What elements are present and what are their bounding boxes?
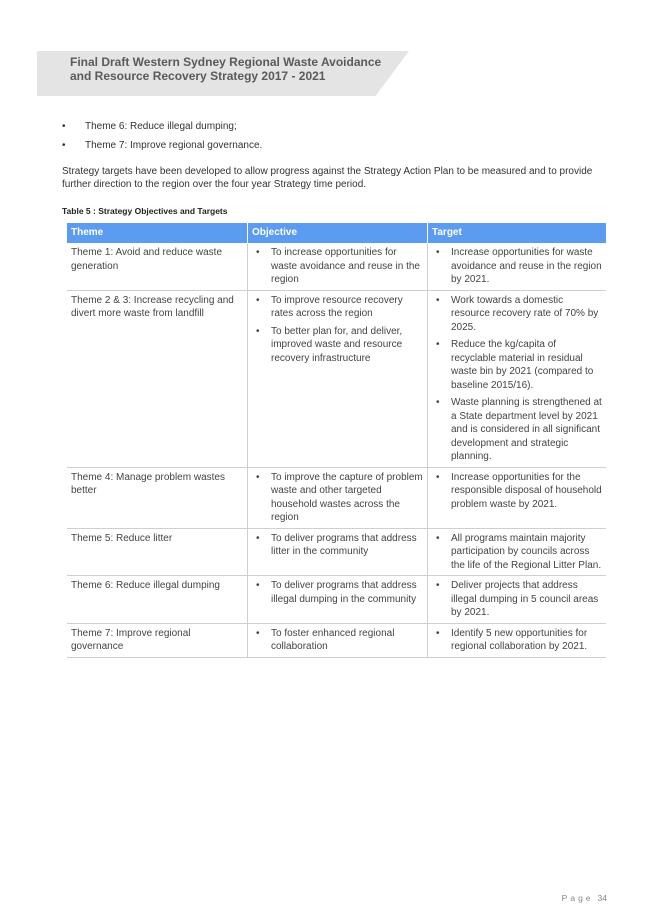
objective-item: • To deliver programs that address litter in the community — [252, 532, 423, 559]
theme-cell: Theme 6: Reduce illegal dumping — [67, 576, 248, 624]
target-cell — [428, 467, 607, 528]
objective-cell — [248, 623, 428, 657]
title-line-2: and Resource Recovery Strategy 2017 - 2021 — [70, 69, 326, 83]
intro-bullet-list — [62, 120, 612, 158]
table-caption: Table 5 : Strategy Objectives and Targets — [62, 206, 228, 216]
target-item: • Work towards a domestic resource recovery rate of 70% by 2025. — [432, 294, 602, 335]
target-item: • Waste planning is strengthened at a State department level by 2021 and is considered in all significant development and strategic planning. — [432, 396, 602, 464]
target-item: • All programs maintain majority participation by councils across the life of the Regional Litter Plan. — [432, 532, 602, 573]
table-row — [67, 576, 606, 624]
theme-cell: Theme 2 & 3: Increase recycling and divert more waste from landfill — [67, 290, 248, 467]
objective-item: • To improve the capture of problem waste and other targeted household wastes across the region — [252, 471, 423, 525]
column-header-theme: Theme — [67, 223, 248, 243]
theme-cell: Theme 1: Avoid and reduce waste generation — [67, 243, 248, 290]
table-header-row — [67, 223, 606, 243]
objective-cell — [248, 290, 428, 467]
table-row — [67, 243, 606, 290]
objective-cell — [248, 576, 428, 624]
theme-cell: Theme 5: Reduce litter — [67, 528, 248, 576]
theme-cell: Theme 4: Manage problem wastes better — [67, 467, 248, 528]
column-header-target: Target — [428, 223, 607, 243]
table-row — [67, 467, 606, 528]
objective-item: • To better plan for, and deliver, improved waste and resource recovery infrastructure — [252, 325, 423, 366]
page-number — [562, 893, 607, 903]
column-header-objective: Objective — [248, 223, 428, 243]
objective-cell — [248, 243, 428, 290]
target-cell — [428, 576, 607, 624]
bullet-item: • Theme 7: Improve regional governance. — [62, 139, 612, 152]
objectives-table — [67, 223, 606, 658]
page-number-value: 34 — [597, 893, 607, 903]
target-item: • Increase opportunities for waste avoidance and reuse in the region by 2021. — [432, 246, 602, 287]
bullet-item: • Theme 6: Reduce illegal dumping; — [62, 120, 612, 133]
table-row — [67, 623, 606, 657]
table-row — [67, 290, 606, 467]
objective-cell — [248, 528, 428, 576]
target-cell — [428, 290, 607, 467]
target-item: • Deliver projects that address illegal dumping in 5 council areas by 2021. — [432, 579, 602, 620]
title-line-1: Final Draft Western Sydney Regional Waste Avoidance — [70, 55, 382, 69]
objective-item: • To foster enhanced regional collaboration — [252, 627, 423, 654]
intro-paragraph: Strategy targets have been developed to allow progress against the Strategy Action Plan to be measured and to provide further direction to the region over the four year Strategy time period. — [62, 166, 593, 190]
target-cell — [428, 528, 607, 576]
target-item: • Identify 5 new opportunities for regional collaboration by 2021. — [432, 627, 602, 654]
target-cell — [428, 243, 607, 290]
objective-item: • To deliver programs that address illegal dumping in the community — [252, 579, 423, 606]
theme-cell: Theme 7: Improve regional governance — [67, 623, 248, 657]
objective-item: • To improve resource recovery rates across the region — [252, 294, 423, 321]
target-cell — [428, 623, 607, 657]
target-item: • Reduce the kg/capita of recyclable material in residual waste bin by 2021 (compared to baseline 2015/16). — [432, 338, 602, 392]
table-row — [67, 528, 606, 576]
objective-item: • To increase opportunities for waste avoidance and reuse in the region — [252, 246, 423, 287]
document-title — [70, 55, 400, 83]
objective-cell — [248, 467, 428, 528]
page-label: Page — [561, 893, 594, 903]
target-item: • Increase opportunities for the responsible disposal of household problem waste by 2021. — [432, 471, 602, 512]
